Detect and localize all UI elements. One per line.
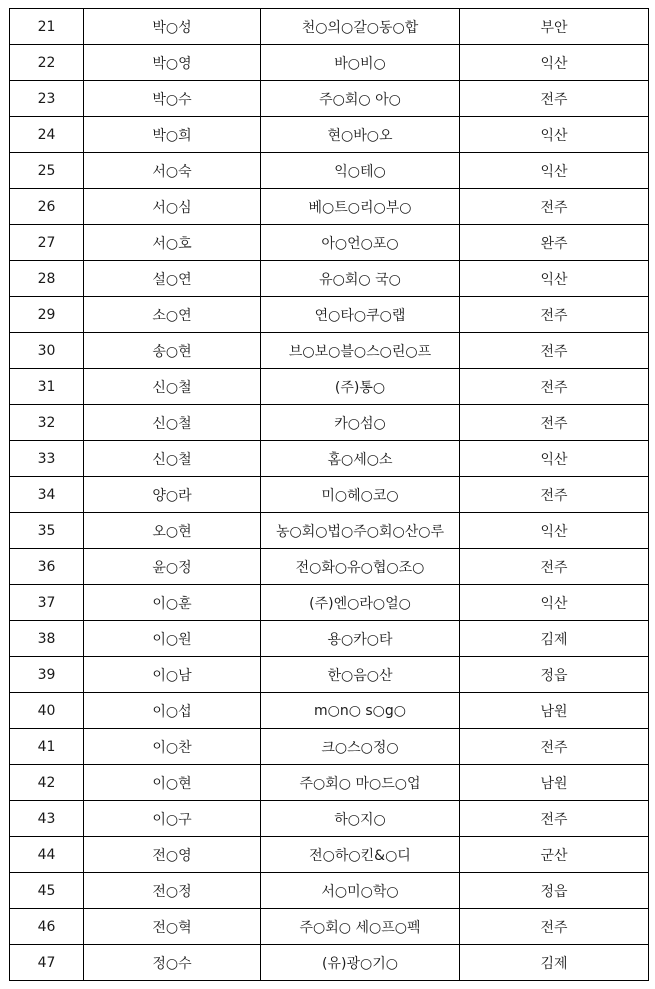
table-row [10, 333, 649, 369]
participant-table-body [10, 9, 649, 981]
row-number-cell: 25 [10, 153, 84, 189]
participant-list-sheet [9, 8, 649, 981]
person-name-cell: 이○구 [84, 801, 261, 837]
region-cell: 익산 [460, 513, 649, 549]
row-number-cell: 43 [10, 801, 84, 837]
row-number-cell: 21 [10, 9, 84, 45]
company-name-cell: 아○언○포○ [261, 225, 460, 261]
row-number-cell: 35 [10, 513, 84, 549]
region-cell: 전주 [460, 333, 649, 369]
person-name-cell: 박○성 [84, 9, 261, 45]
company-name-cell: 서○미○학○ [261, 873, 460, 909]
company-name-cell: 유○회○ 국○ [261, 261, 460, 297]
row-number-cell: 30 [10, 333, 84, 369]
company-name-cell: 브○보○블○스○린○프 [261, 333, 460, 369]
table-row [10, 297, 649, 333]
row-number-cell: 26 [10, 189, 84, 225]
table-row [10, 9, 649, 45]
row-number-cell: 45 [10, 873, 84, 909]
company-name-cell: 연○타○쿠○랩 [261, 297, 460, 333]
row-number-cell: 39 [10, 657, 84, 693]
table-row [10, 837, 649, 873]
company-name-cell: 농○회○법○주○회○산○루 [261, 513, 460, 549]
table-row [10, 477, 649, 513]
row-number-cell: 38 [10, 621, 84, 657]
person-name-cell: 이○현 [84, 765, 261, 801]
row-number-cell: 32 [10, 405, 84, 441]
company-name-cell: 주○회○ 세○프○펙 [261, 909, 460, 945]
person-name-cell: 윤○정 [84, 549, 261, 585]
row-number-cell: 40 [10, 693, 84, 729]
row-number-cell: 27 [10, 225, 84, 261]
table-row [10, 225, 649, 261]
region-cell: 부안 [460, 9, 649, 45]
region-cell: 익산 [460, 261, 649, 297]
region-cell: 전주 [460, 297, 649, 333]
row-number-cell: 33 [10, 441, 84, 477]
person-name-cell: 서○심 [84, 189, 261, 225]
person-name-cell: 송○현 [84, 333, 261, 369]
table-row [10, 549, 649, 585]
region-cell: 익산 [460, 585, 649, 621]
person-name-cell: 전○정 [84, 873, 261, 909]
person-name-cell: 이○남 [84, 657, 261, 693]
row-number-cell: 28 [10, 261, 84, 297]
company-name-cell: 하○지○ [261, 801, 460, 837]
table-row [10, 117, 649, 153]
region-cell: 김제 [460, 621, 649, 657]
region-cell: 전주 [460, 477, 649, 513]
person-name-cell: 서○숙 [84, 153, 261, 189]
table-row [10, 693, 649, 729]
table-row [10, 585, 649, 621]
company-name-cell: 미○헤○코○ [261, 477, 460, 513]
company-name-cell: 천○의○갈○동○합 [261, 9, 460, 45]
row-number-cell: 42 [10, 765, 84, 801]
company-name-cell: 현○바○오 [261, 117, 460, 153]
company-name-cell: 전○하○킨&○디 [261, 837, 460, 873]
participant-table [9, 8, 649, 981]
person-name-cell: 박○수 [84, 81, 261, 117]
table-row [10, 657, 649, 693]
region-cell: 전주 [460, 81, 649, 117]
region-cell: 완주 [460, 225, 649, 261]
company-name-cell: 베○트○리○부○ [261, 189, 460, 225]
region-cell: 익산 [460, 117, 649, 153]
row-number-cell: 47 [10, 945, 84, 981]
region-cell: 전주 [460, 189, 649, 225]
company-name-cell: 전○화○유○협○조○ [261, 549, 460, 585]
region-cell: 익산 [460, 45, 649, 81]
row-number-cell: 24 [10, 117, 84, 153]
table-row [10, 729, 649, 765]
row-number-cell: 37 [10, 585, 84, 621]
table-row [10, 513, 649, 549]
region-cell: 전주 [460, 405, 649, 441]
table-row [10, 81, 649, 117]
region-cell: 남원 [460, 693, 649, 729]
person-name-cell: 전○혁 [84, 909, 261, 945]
region-cell: 전주 [460, 801, 649, 837]
region-cell: 익산 [460, 441, 649, 477]
person-name-cell: 이○섭 [84, 693, 261, 729]
company-name-cell: 용○카○타 [261, 621, 460, 657]
table-row [10, 873, 649, 909]
region-cell: 전주 [460, 549, 649, 585]
company-name-cell: 크○스○정○ [261, 729, 460, 765]
company-name-cell: 주○회○ 아○ [261, 81, 460, 117]
company-name-cell: 바○비○ [261, 45, 460, 81]
table-row [10, 621, 649, 657]
region-cell: 군산 [460, 837, 649, 873]
person-name-cell: 정○수 [84, 945, 261, 981]
company-name-cell: 한○음○산 [261, 657, 460, 693]
row-number-cell: 46 [10, 909, 84, 945]
company-name-cell: m○n○ s○g○ [261, 693, 460, 729]
region-cell: 전주 [460, 729, 649, 765]
row-number-cell: 44 [10, 837, 84, 873]
region-cell: 김제 [460, 945, 649, 981]
person-name-cell: 신○철 [84, 369, 261, 405]
table-row [10, 405, 649, 441]
row-number-cell: 23 [10, 81, 84, 117]
person-name-cell: 양○라 [84, 477, 261, 513]
table-row [10, 369, 649, 405]
table-row [10, 765, 649, 801]
region-cell: 정읍 [460, 873, 649, 909]
person-name-cell: 이○원 [84, 621, 261, 657]
region-cell: 정읍 [460, 657, 649, 693]
region-cell: 전주 [460, 369, 649, 405]
company-name-cell: (주)통○ [261, 369, 460, 405]
table-row [10, 945, 649, 981]
company-name-cell: (주)엔○라○얼○ [261, 585, 460, 621]
row-number-cell: 31 [10, 369, 84, 405]
person-name-cell: 오○현 [84, 513, 261, 549]
person-name-cell: 이○훈 [84, 585, 261, 621]
person-name-cell: 소○연 [84, 297, 261, 333]
region-cell: 남원 [460, 765, 649, 801]
table-row [10, 441, 649, 477]
company-name-cell: (유)광○기○ [261, 945, 460, 981]
row-number-cell: 34 [10, 477, 84, 513]
company-name-cell: 카○섬○ [261, 405, 460, 441]
row-number-cell: 36 [10, 549, 84, 585]
person-name-cell: 전○영 [84, 837, 261, 873]
region-cell: 전주 [460, 909, 649, 945]
table-row [10, 909, 649, 945]
company-name-cell: 익○테○ [261, 153, 460, 189]
table-row [10, 801, 649, 837]
person-name-cell: 서○호 [84, 225, 261, 261]
person-name-cell: 신○철 [84, 405, 261, 441]
table-row [10, 261, 649, 297]
company-name-cell: 주○회○ 마○드○업 [261, 765, 460, 801]
row-number-cell: 29 [10, 297, 84, 333]
row-number-cell: 41 [10, 729, 84, 765]
company-name-cell: 홈○세○소 [261, 441, 460, 477]
person-name-cell: 박○희 [84, 117, 261, 153]
person-name-cell: 신○철 [84, 441, 261, 477]
table-row [10, 189, 649, 225]
row-number-cell: 22 [10, 45, 84, 81]
region-cell: 익산 [460, 153, 649, 189]
person-name-cell: 박○영 [84, 45, 261, 81]
person-name-cell: 설○연 [84, 261, 261, 297]
table-row [10, 45, 649, 81]
person-name-cell: 이○찬 [84, 729, 261, 765]
table-row [10, 153, 649, 189]
